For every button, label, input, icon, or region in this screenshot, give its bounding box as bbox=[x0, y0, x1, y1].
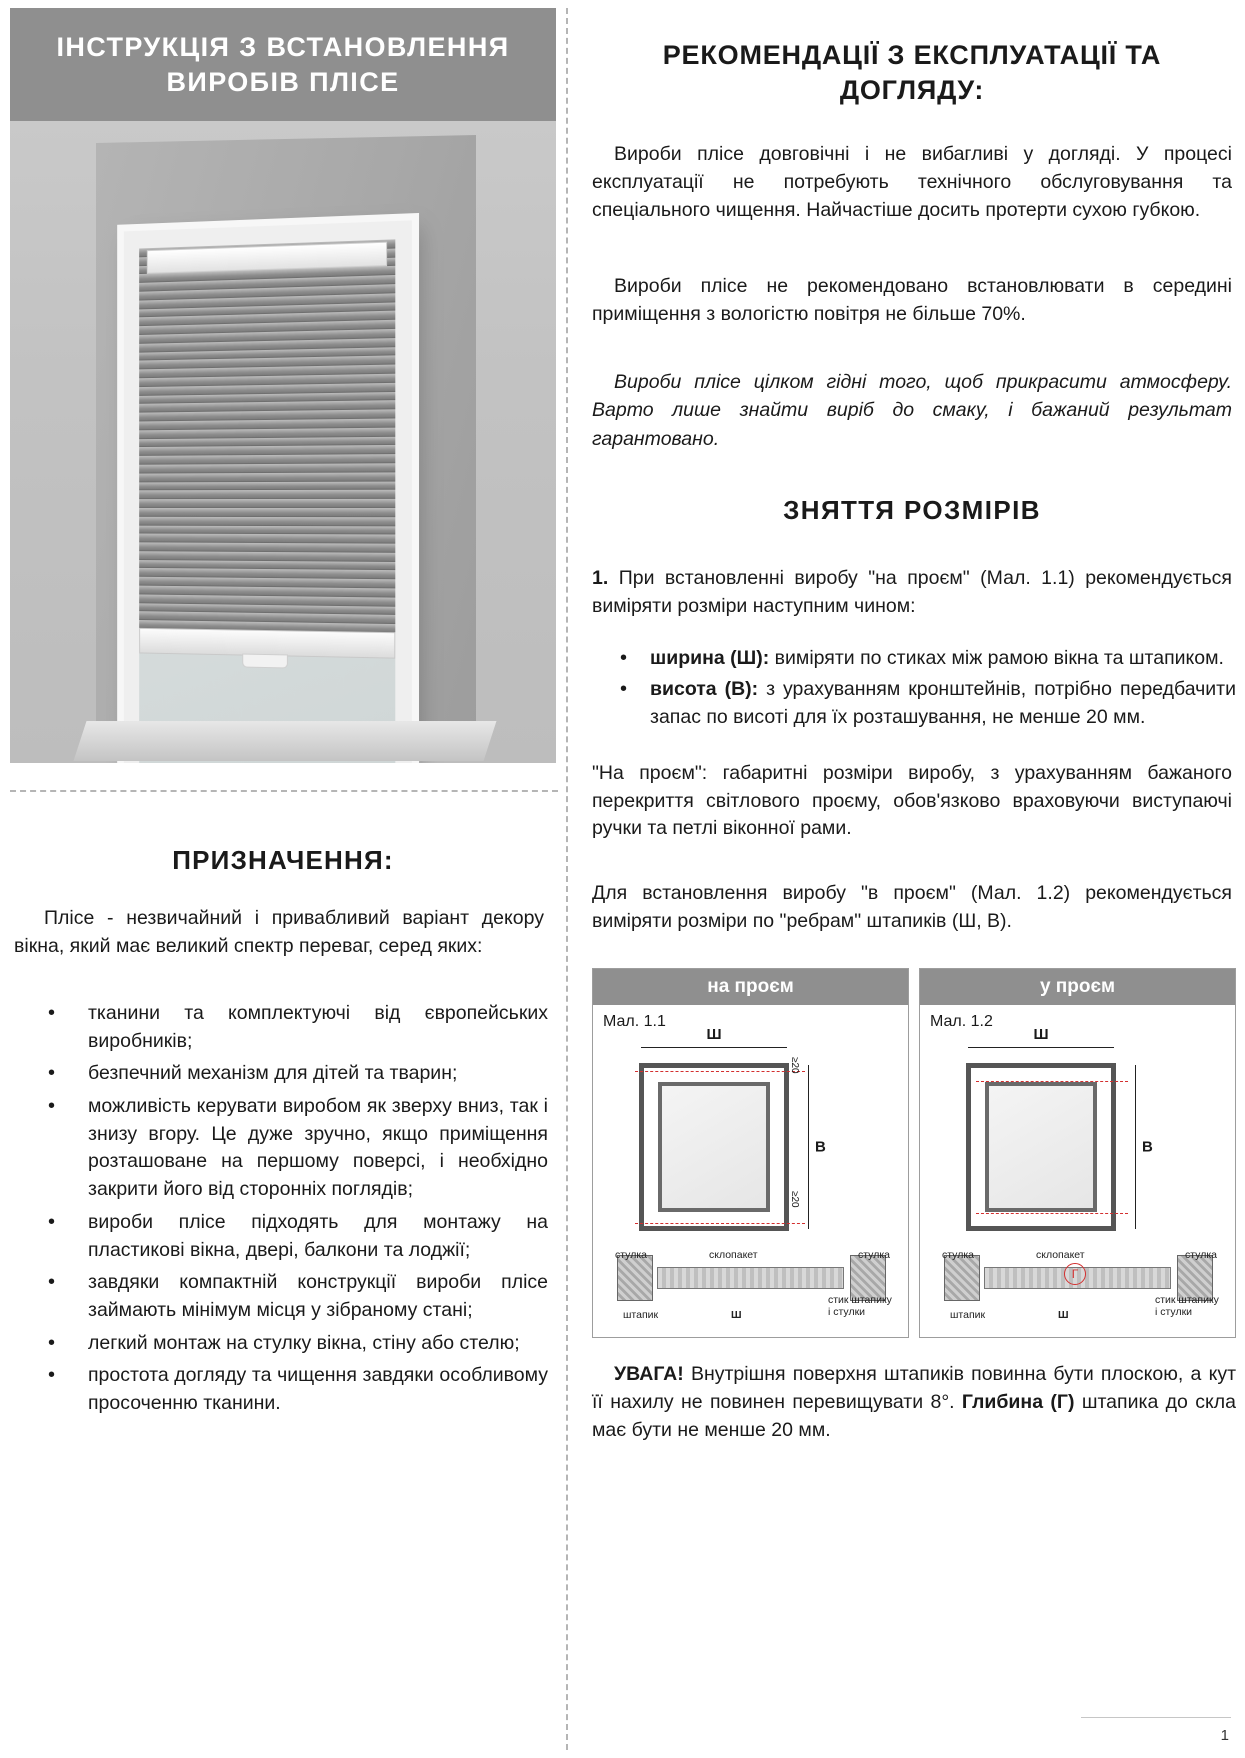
dimension-height-label: В bbox=[815, 1138, 826, 1156]
diagram-in-frame-body bbox=[920, 1026, 1235, 1337]
list-item bbox=[592, 645, 1236, 672]
overlap-line-top bbox=[635, 1071, 805, 1072]
window-outline-2 bbox=[966, 1063, 1116, 1231]
measurements-paragraph-inframe: Для встановлення виробу "в проєм" (Мал. 1.2) рекомендується виміряти розміри по "ребрам" штапиків (Ш, В). bbox=[592, 882, 1232, 932]
care-paragraph-3: Вироби пліcе цілком гідні того, щоб прикрасити атмосферу. Варто лише знайти виріб до смаку, і бажаний результат гарантовано. bbox=[592, 371, 1232, 450]
section-label-sash-2: стулка bbox=[942, 1249, 974, 1261]
section-label-sash-right: стулка bbox=[858, 1249, 890, 1261]
purpose-bullet-list bbox=[20, 1000, 548, 1423]
care-paragraph-1: Вироби пліcе довговічні і не вибагливі у догляді. У процесі експлуатації не потребують технічного обслуговування та спеціального чищення. Найчастіше досить протерти сухою губкою. bbox=[592, 143, 1232, 222]
document-header-banner bbox=[10, 8, 556, 121]
pleated-blind-fabric bbox=[139, 239, 395, 638]
dimension-width-label-2: Ш bbox=[1033, 1026, 1049, 1043]
list-item: • завдяки компактній конструкції вироби пліcе займають мінімум місця у зібраному стані; bbox=[20, 1269, 548, 1324]
warning-label: УВАГА! bbox=[614, 1363, 684, 1385]
window-outline bbox=[639, 1063, 789, 1231]
window-frame-illustration bbox=[124, 220, 412, 763]
section-label-width: Ш bbox=[731, 1309, 742, 1321]
measure-term-width: ширина (Ш): bbox=[650, 647, 770, 669]
care-paragraph-2: Вироби пліcе не рекомендовано встановлювати в середині приміщення з вологістю повітря не більше 70%. bbox=[592, 275, 1232, 326]
measurements-step-number: 1. bbox=[592, 567, 609, 589]
window-sill bbox=[74, 721, 497, 761]
measurements-heading: ЗНЯТТЯ РОЗМІРІВ bbox=[783, 495, 1041, 525]
diagram-in-frame-caption: Мал. 1.2 bbox=[930, 1013, 993, 1030]
right-column bbox=[586, 0, 1236, 1758]
section-label-sash: стулка bbox=[615, 1249, 647, 1261]
measurements-list bbox=[592, 645, 1236, 735]
overlap-line-bottom bbox=[635, 1223, 805, 1224]
glass-unit bbox=[657, 1267, 844, 1289]
measurements-intro-text: При встановленні виробу "на проєм" (Мал. 1.1) рекомендується виміряти розміри наступним чином: bbox=[592, 567, 1232, 617]
list-item: • простота догляду та чищення завдяки особливому просоченню тканини. bbox=[20, 1362, 548, 1417]
diagram-on-frame-body bbox=[593, 1026, 908, 1337]
dimension-width-line bbox=[641, 1026, 787, 1048]
section-label-glass-2: склопакет bbox=[1036, 1249, 1085, 1261]
list-item: • вироби пліcе підходять для монтажу на пластикові вікна, двері, балкони та лоджії; bbox=[20, 1209, 548, 1264]
list-item: • тканини та комплектуючі від європейських виробників; bbox=[20, 1000, 548, 1055]
section-label-width-2: Ш bbox=[1058, 1309, 1069, 1321]
diagram-in-frame-title: у проєм bbox=[920, 969, 1235, 1005]
dimension-width-line-2 bbox=[968, 1026, 1114, 1048]
gap-bottom-label: ≥20 bbox=[789, 1191, 800, 1208]
blind-handle bbox=[242, 654, 288, 669]
measurement-diagrams bbox=[592, 968, 1236, 1338]
overlap-line-top-2 bbox=[976, 1081, 1128, 1082]
measure-desc-width: виміряти по стиках між рамою вікна та штапиком. bbox=[769, 647, 1224, 669]
sash-left-2 bbox=[944, 1255, 980, 1301]
gap-top-label: ≥20 bbox=[789, 1057, 800, 1074]
section-label-bead: штапик bbox=[623, 1309, 659, 1321]
overlap-line-bottom-2 bbox=[976, 1213, 1128, 1214]
sash-left bbox=[617, 1255, 653, 1301]
dimension-height-line-2 bbox=[1135, 1065, 1153, 1229]
list-item: • безпечний механізм для дітей та тварин; bbox=[20, 1060, 548, 1088]
measurements-paragraph-onframe: "На проєм": габаритні розміри виробу, з урахуванням бажаного перекриття світлового проєму, обов'язково враховуючи виступаючі ручки та петлі віконної рами. bbox=[592, 762, 1232, 840]
purpose-heading: ПРИЗНАЧЕННЯ: bbox=[172, 845, 394, 875]
dimension-width-label: Ш bbox=[706, 1026, 722, 1043]
warning-text-2: штапика до скла має бути не менше 20 мм. bbox=[592, 1391, 1236, 1442]
section-label-bead-2: штапик bbox=[950, 1309, 986, 1321]
list-item: • можливість керувати виробом як зверху вниз, так і знизу вгору. Це дуже зручно, якщо приміщення розташоване на першому поверсі, і необхідно закрити його від сторонніх поглядів; bbox=[20, 1093, 548, 1204]
list-item: • легкий монтаж на стулку вікна, стіну або стелю; bbox=[20, 1330, 548, 1358]
footer-rule bbox=[1081, 1717, 1231, 1718]
section-label-joint: стик штапику і стулки bbox=[828, 1294, 892, 1318]
left-column bbox=[0, 0, 556, 1758]
dimension-height-label-2: В bbox=[1142, 1138, 1153, 1156]
section-label-glass: склопакет bbox=[709, 1249, 758, 1261]
warning-paragraph bbox=[592, 1360, 1236, 1444]
section-label-sash-right-2: стулка bbox=[1185, 1249, 1217, 1261]
document-title: ІНСТРУКЦІЯ З ВСТАНОВЛЕННЯ ВИРОБІВ ПЛІСЕ bbox=[56, 31, 510, 97]
depth-marker-icon: Г bbox=[1064, 1263, 1086, 1285]
page-number: 1 bbox=[1220, 1727, 1229, 1744]
diagram-on-frame-caption: Мал. 1.1 bbox=[603, 1013, 666, 1030]
measurements-intro bbox=[592, 565, 1232, 620]
purpose-intro-text: Пліcе - незвичайний і привабливий варіант декору вікна, який має великий спектр переваг, серед яких: bbox=[14, 907, 544, 957]
diagram-in-frame bbox=[919, 968, 1236, 1338]
product-photo bbox=[10, 121, 556, 763]
dimension-height-line bbox=[808, 1065, 826, 1229]
vertical-divider bbox=[566, 8, 568, 1750]
measure-term-height: висота (В): bbox=[650, 678, 759, 701]
warning-depth-term: Глибина (Г) bbox=[961, 1391, 1075, 1414]
diagram-on-frame-title: на проєм bbox=[593, 969, 908, 1005]
cross-section-on-frame bbox=[613, 1249, 892, 1327]
warning-text-1: Внутрішня поверхня штапиків повинна бути плоскою, а кут її нахилу не повинен перевищувати 8°. bbox=[592, 1363, 1236, 1414]
horizontal-divider bbox=[10, 790, 558, 792]
list-item bbox=[592, 676, 1236, 731]
section-label-joint-2: стик штапику і стулки bbox=[1155, 1294, 1219, 1318]
care-recommendations-heading: РЕКОМЕНДАЦІЇ З ЕКСПЛУАТАЦІЇ ТА ДОГЛЯДУ: bbox=[662, 40, 1162, 106]
diagram-on-frame bbox=[592, 968, 909, 1338]
measure-desc-height: з урахуванням кронштейнів, потрібно передбачити запас по висоті для їх розташування, не менше 20 мм. bbox=[650, 678, 1237, 728]
cross-section-in-frame bbox=[940, 1249, 1219, 1327]
